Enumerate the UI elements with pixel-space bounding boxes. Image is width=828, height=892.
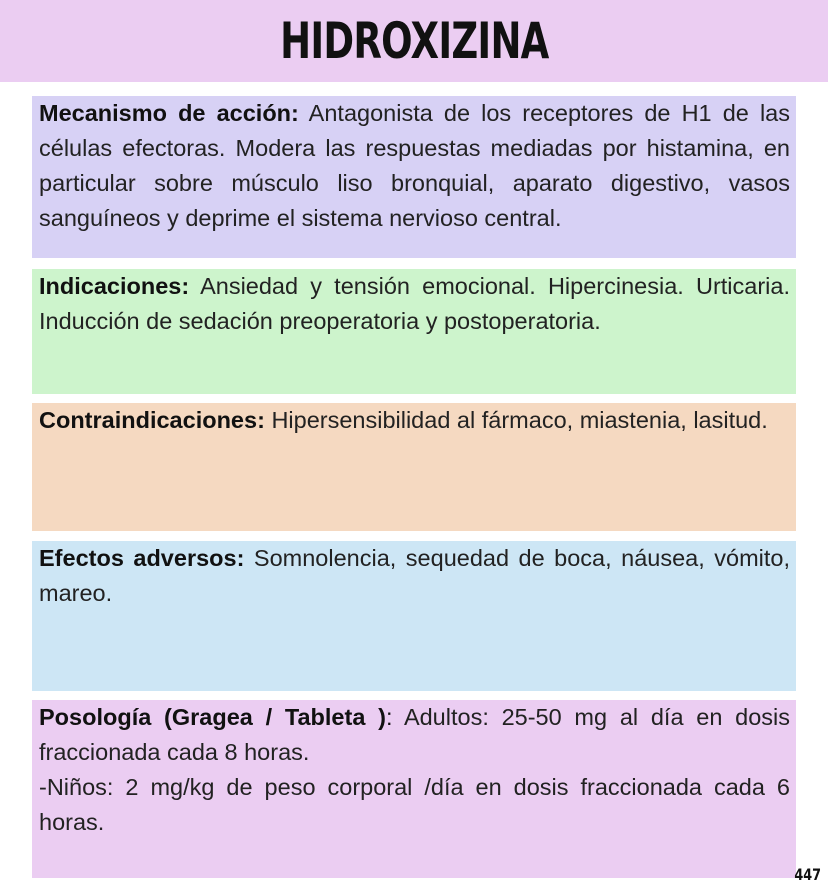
contraindications-paragraph (39, 403, 790, 438)
contraindications-label: Contraindicaciones: (39, 407, 265, 433)
adverse-effects-section (32, 541, 796, 691)
indications-label: Indicaciones: (39, 273, 190, 299)
contraindications-section (32, 403, 796, 531)
dosage-label-separator: : (385, 704, 393, 730)
dosage-adults-text: Adultos: 25-50 mg al día en dosis fraccionada cada 8 horas. (39, 704, 791, 765)
page-number: 447 (793, 865, 821, 884)
indications-text: Ansiedad y tensión emocional. Hipercinesia. Urticaria. Inducción de sedación preoperatoria y postoperatoria. (39, 273, 790, 334)
dosage-children-paragraph (39, 770, 790, 840)
dosage-section (32, 700, 796, 878)
contraindications-text: Hipersensibilidad al fármaco, miastenia, lasitud. (271, 407, 768, 433)
adverse-effects-label: Efectos adversos: (39, 545, 245, 571)
indications-section (32, 269, 796, 394)
mechanism-paragraph (39, 96, 790, 236)
dosage-adults-paragraph (39, 700, 790, 770)
adverse-effects-text: Somnolencia, sequedad de boca, náusea, vómito, mareo. (39, 545, 791, 606)
dosage-label: Posología (Gragea / Tableta ) (39, 704, 386, 730)
adverse-effects-paragraph (39, 541, 790, 611)
page-title: HIDROXIZINA (279, 12, 549, 70)
dosage-children-text: -Niños: 2 mg/kg de peso corporal /día en dosis fraccionada cada 6 horas. (39, 774, 790, 835)
mechanism-label: Mecanismo de acción: (39, 100, 299, 126)
mechanism-text: Antagonista de los receptores de H1 de las células efectoras. Modera las respuestas mediadas por histamina, en particular sobre músculo liso bronquial, aparato digestivo, vasos sanguíneos y deprime el sistema nervioso central. (39, 100, 790, 231)
indications-paragraph (39, 269, 790, 339)
mechanism-section (32, 96, 796, 258)
title-banner (0, 0, 828, 82)
